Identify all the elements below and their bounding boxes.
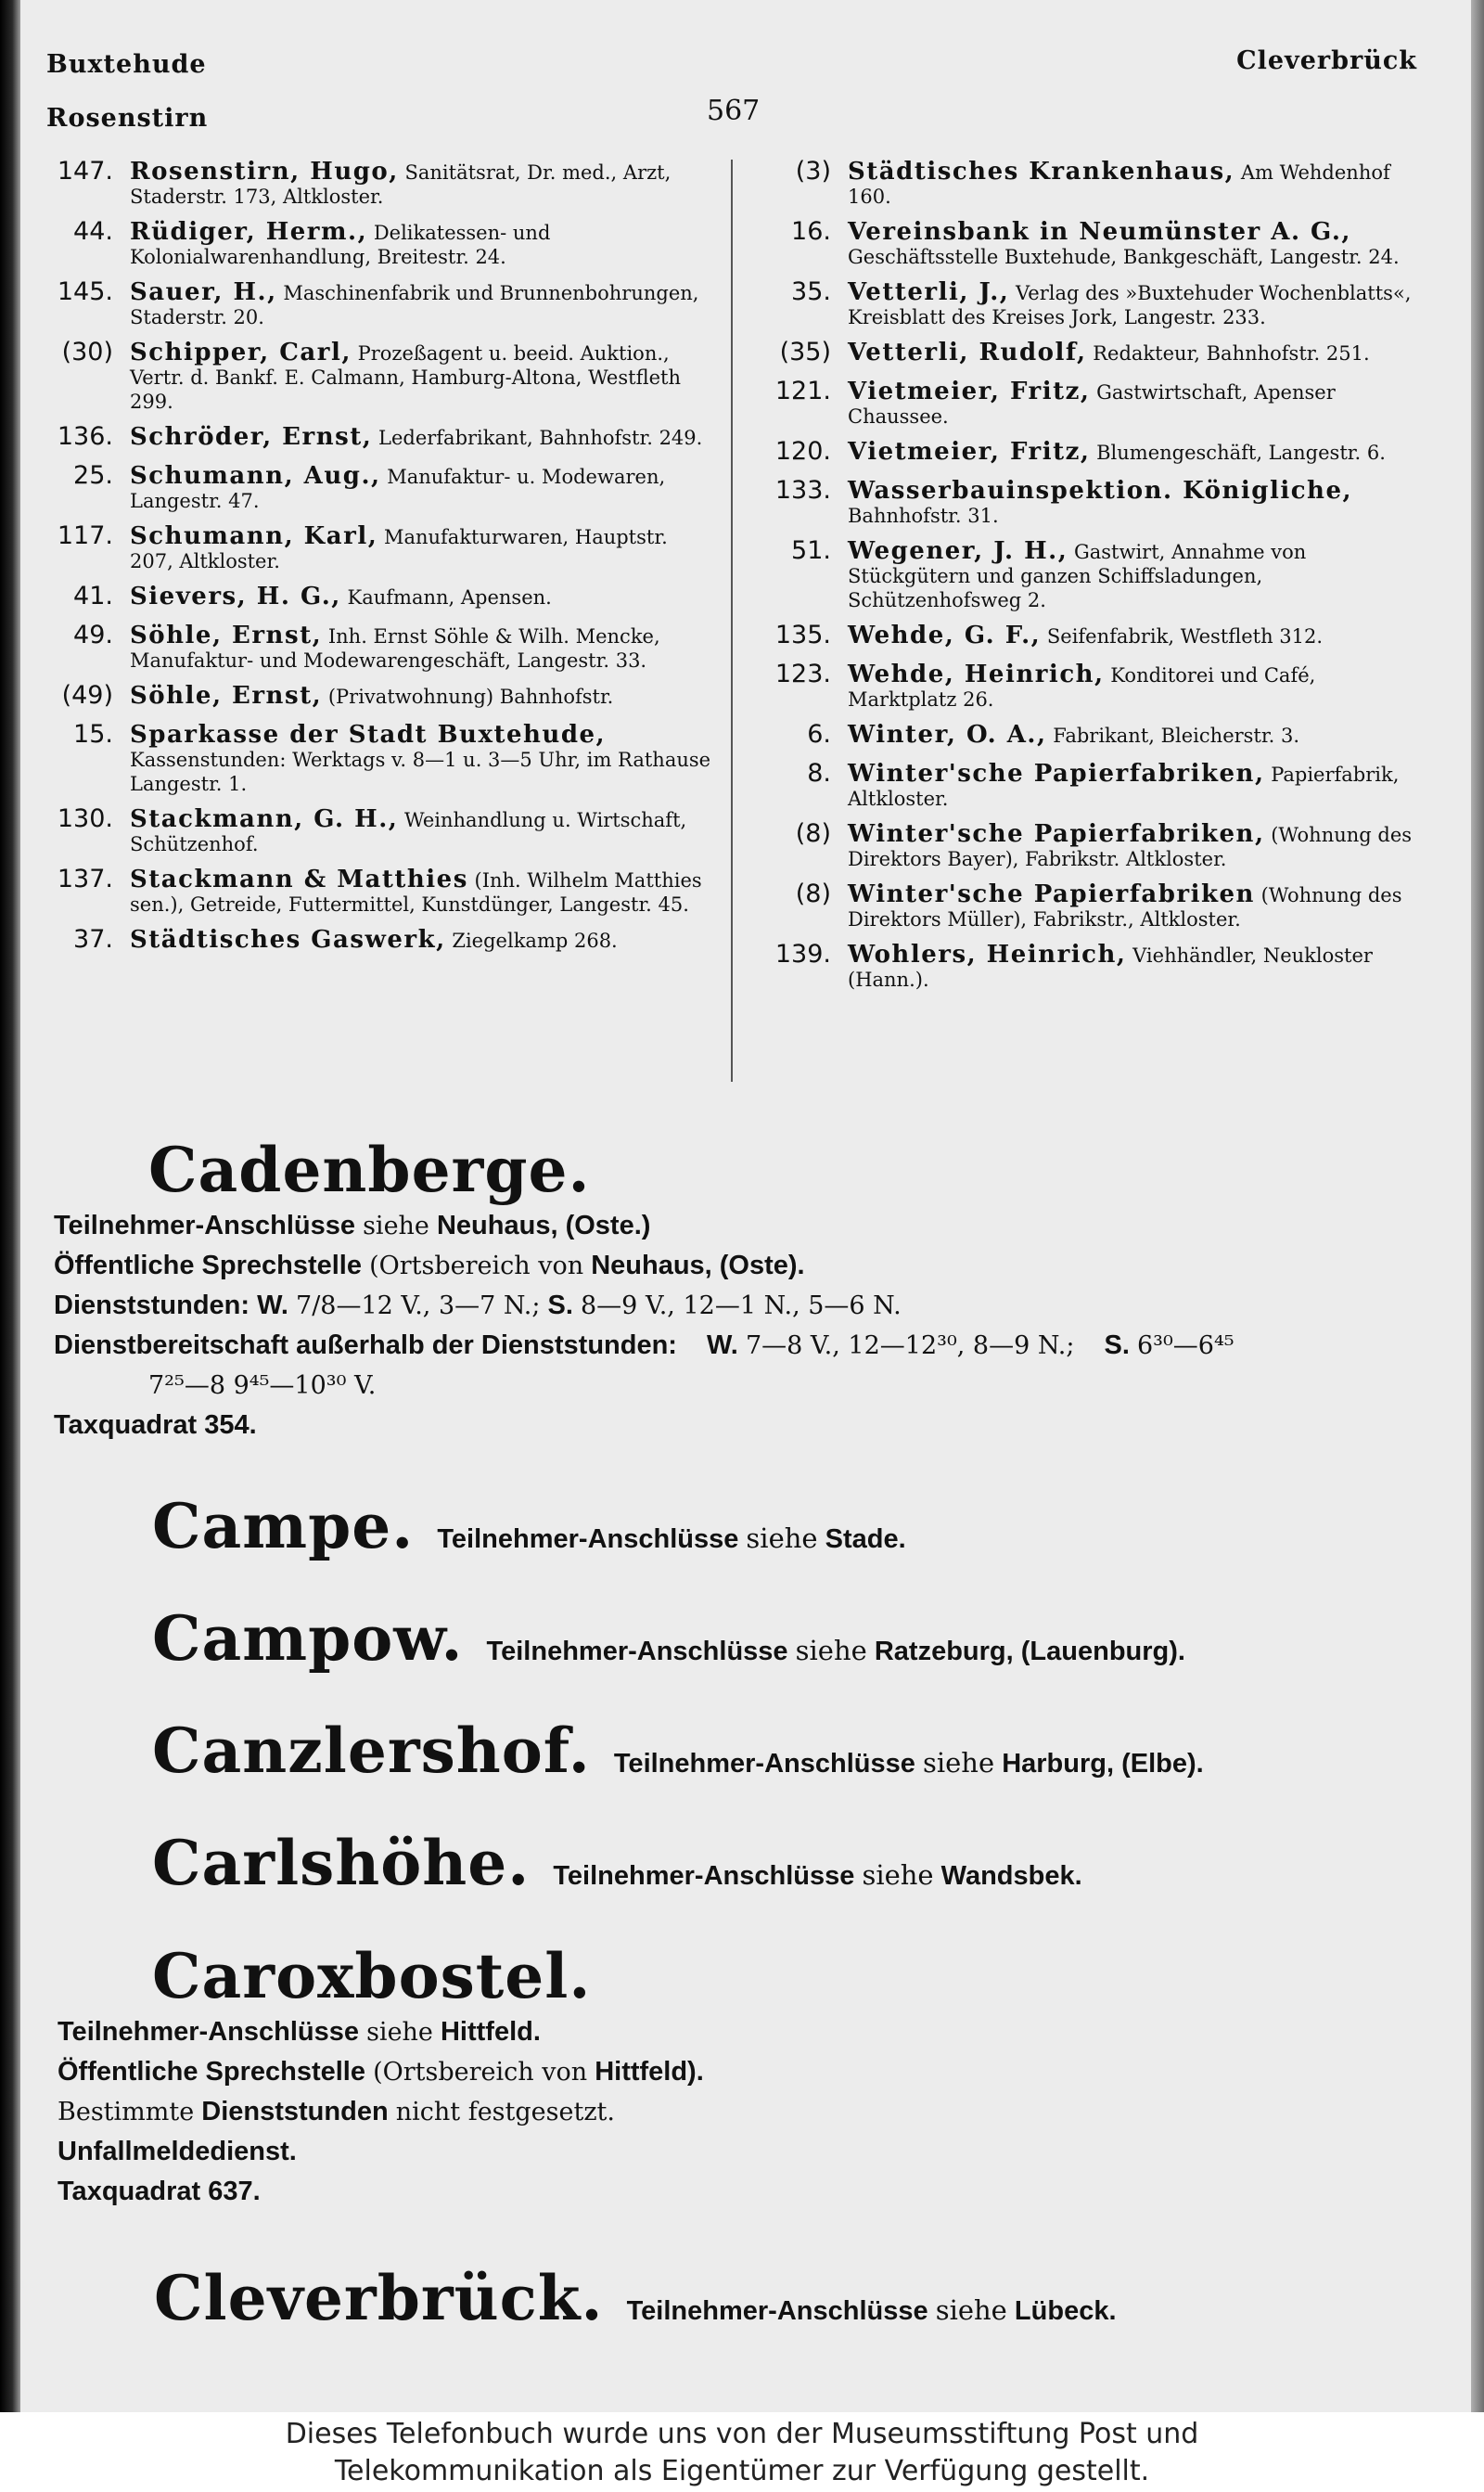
entry-text — [848, 475, 1423, 528]
text: W. — [257, 1291, 288, 1320]
entry-detail: Lederfabrikant, Bahnhofstr. 249. — [378, 427, 703, 449]
left-column — [48, 156, 716, 963]
entry-number: 44. — [73, 217, 113, 246]
entry-detail: Manufakturwaren, Hauptstr. 207, Altkloster. — [130, 526, 668, 572]
entry-detail: Ziegelkamp 268. — [452, 930, 618, 952]
directory-entry — [766, 376, 1423, 429]
entry-number: (8) — [795, 819, 831, 848]
text: Teilnehmer-Anschlüsse — [58, 2017, 360, 2047]
directory-entry — [48, 719, 716, 796]
entry-text — [130, 620, 716, 673]
entry-detail: Blumengeschäft, Langestr. 6. — [1096, 442, 1386, 464]
entry-name: Wehde, Heinrich, — [848, 661, 1105, 688]
entry-name: Wegener, J. H., — [848, 537, 1068, 565]
text: nicht festgesetzt. — [395, 2098, 615, 2126]
text: Neuhaus, (Oste). — [591, 1251, 805, 1280]
entry-name: Städtisches Gaswerk, — [130, 926, 446, 954]
entry-name: Winter'sche Papierfabriken — [848, 880, 1255, 908]
footer-line-1: Dieses Telefonbuch wurde uns von der Museumsstiftung Post und — [285, 2418, 1199, 2450]
section-title: Caroxbostel. — [152, 1940, 592, 2012]
text: Harburg, (Elbe). — [1002, 1749, 1204, 1779]
directory-entry — [48, 864, 716, 917]
cadenberge-line-2 — [54, 1246, 1484, 1286]
text: 8—9 V., 12—1 N., 5—6 N. — [581, 1291, 902, 1320]
entry-number: 117. — [57, 521, 113, 550]
provenance-footer — [0, 2412, 1484, 2492]
section-campow — [0, 1602, 1484, 1675]
entry-detail: Redakteur, Bahnhofstr. 251. — [1093, 342, 1370, 365]
entry-text — [130, 156, 716, 209]
entry-detail: Kassenstunden: Werktags v. 8—1 u. 3—5 Uhr, im Rathause Langestr. 1. — [130, 749, 711, 795]
entry-detail: Weinhandlung u. Wirtschaft, Schützenhof. — [130, 809, 687, 855]
text: Teilnehmer-Anschlüsse — [54, 1211, 356, 1240]
text: (Ortsbereich von — [373, 2058, 588, 2087]
directory-entry — [48, 581, 716, 612]
entry-detail: Viehhändler, Neukloster (Hann.). — [848, 944, 1373, 991]
directory-entry — [48, 276, 716, 329]
entry-detail: Papierfabrik, Altkloster. — [848, 764, 1400, 810]
entry-number: (30) — [61, 338, 113, 366]
section-title: Canzlershof. — [152, 1715, 591, 1787]
caroxbostel-line-3 — [58, 2092, 1484, 2132]
entry-detail: Seifenfabrik, Westfleth 312. — [1046, 625, 1324, 648]
entry-text — [130, 216, 716, 269]
entry-number: 135. — [774, 621, 831, 649]
entry-name: Sievers, H. G., — [130, 583, 341, 610]
entry-number: (35) — [779, 338, 831, 366]
directory-entry — [48, 803, 716, 856]
directory-entry — [48, 924, 716, 956]
footer-line-2: Telekommunikation als Eigentümer zur Verfügung gestellt. — [334, 2455, 1150, 2487]
text: Teilnehmer-Anschlüsse — [613, 1749, 915, 1779]
text: 7—8 V., 12—12³⁰, 8—9 N.; — [745, 1331, 1075, 1360]
directory-entry — [48, 216, 716, 269]
entry-name: Schumann, Aug., — [130, 462, 381, 490]
text: S. — [1104, 1330, 1130, 1360]
directory-entry — [766, 719, 1423, 751]
entry-text — [848, 436, 1423, 465]
header-right-top: Cleverbrück — [1236, 46, 1417, 75]
text: Dienstbereitschaft außerhalb der Dienststunden: — [54, 1330, 677, 1360]
entry-name: Städtisches Krankenhaus, — [848, 158, 1235, 186]
entry-name: Vetterli, J., — [848, 278, 1010, 306]
entry-number: 120. — [774, 437, 831, 466]
entry-number: 16. — [791, 217, 831, 246]
entry-detail: (Inh. Wilhelm Matthies sen.), Getreide, Futtermittel, Kunstdünger, Langestr. 45. — [130, 869, 702, 916]
entry-number: 137. — [57, 865, 113, 893]
text: Öffentliche Sprechstelle — [54, 1251, 362, 1280]
text: siehe — [363, 1212, 429, 1240]
text: Teilnehmer-Anschlüsse — [553, 1861, 855, 1891]
directory-entry — [48, 156, 716, 209]
entry-name: Söhle, Ernst, — [130, 622, 323, 649]
text: (Ortsbereich von — [369, 1252, 584, 1280]
text: siehe — [795, 1635, 867, 1666]
directory-entry — [766, 276, 1423, 329]
entry-text — [130, 924, 716, 953]
entry-detail: Am Wehdenhof 160. — [848, 161, 1390, 208]
entry-detail: Prozeßagent u. beeid. Auktion., Vertr. d. Bankf. E. Calmann, Hamburg-Altona, Westfleth 299. — [130, 342, 681, 413]
entry-text — [130, 803, 716, 856]
directory-entry — [766, 475, 1423, 528]
text: siehe — [922, 1747, 995, 1779]
text: Ratzeburg, (Lauenburg). — [874, 1637, 1185, 1666]
entry-number: 136. — [57, 422, 113, 451]
entry-name: Rüdiger, Herm., — [130, 218, 368, 246]
directory-entry — [766, 156, 1423, 209]
entry-number: 8. — [807, 759, 831, 788]
directory-entry — [766, 758, 1423, 811]
entry-number: 123. — [774, 660, 831, 688]
entry-text — [848, 535, 1423, 612]
section-carlshoehe — [0, 1827, 1484, 1899]
text: Wandsbek. — [940, 1861, 1082, 1891]
entry-name: Schipper, Carl, — [130, 339, 352, 366]
entry-text — [130, 460, 716, 513]
directory-entry — [766, 939, 1423, 992]
directory-entry — [48, 680, 716, 712]
entry-name: Stackmann & Matthies — [130, 866, 468, 893]
entry-name: Vetterli, Rudolf, — [848, 339, 1087, 366]
text: Neuhaus, (Oste.) — [436, 1211, 651, 1240]
entry-text — [848, 276, 1423, 329]
entry-number: 25. — [73, 461, 113, 490]
text: Lübeck. — [1014, 2296, 1117, 2326]
entry-text — [848, 337, 1423, 366]
directory-entry — [766, 659, 1423, 712]
header-left-bottom: Rosenstirn — [46, 104, 209, 133]
directory-entry — [766, 337, 1423, 368]
entry-detail: (Wohnung des Direktors Müller), Fabrikstr., Altkloster. — [848, 884, 1402, 931]
entry-text — [130, 421, 716, 450]
entry-detail: Kaufmann, Apensen. — [347, 586, 552, 609]
entry-text — [848, 818, 1423, 871]
entry-number: 41. — [73, 582, 113, 610]
entry-number: 51. — [791, 536, 831, 565]
entry-name: Stackmann, G. H., — [130, 805, 399, 833]
entry-text — [848, 719, 1423, 748]
entry-text — [130, 276, 716, 329]
entry-detail: Gastwirt, Annahme von Stückgütern und ganzen Schiffsladungen, Schützenhofsweg 2. — [848, 541, 1307, 611]
entry-name: Wehde, G. F., — [848, 622, 1042, 649]
directory-entry — [766, 216, 1423, 269]
entry-name: Vietmeier, Fritz, — [848, 378, 1091, 405]
entry-name: Winter, O. A., — [848, 721, 1047, 749]
directory-entry — [766, 436, 1423, 468]
text: 7/8—12 V., 3—7 N.; — [296, 1291, 541, 1320]
caroxbostel-line-1 — [58, 2012, 1484, 2052]
directory-entry — [766, 818, 1423, 871]
entry-name: Sauer, H., — [130, 278, 277, 306]
entry-detail: Verlag des »Buxtehuder Wochenblatts«, Kreisblatt des Kreises Jork, Langestr. 233. — [848, 282, 1412, 328]
section-cleverbrueck — [0, 2262, 1484, 2334]
entry-number: (49) — [61, 681, 113, 710]
entry-number: 37. — [73, 925, 113, 954]
entry-name: Wohlers, Heinrich, — [848, 941, 1127, 969]
text: siehe — [366, 2018, 433, 2047]
directory-entry — [48, 460, 716, 513]
entry-text — [848, 156, 1423, 209]
entry-number: 6. — [807, 720, 831, 749]
text: Bestimmte — [58, 2098, 195, 2126]
entry-number: 145. — [57, 277, 113, 306]
text: Stade. — [825, 1524, 906, 1554]
page-number: 567 — [707, 95, 761, 127]
section-campe — [0, 1490, 1484, 1562]
directory-entry — [48, 421, 716, 453]
text: Hittfeld. — [440, 2017, 541, 2047]
text: Dienststunden — [201, 2097, 389, 2126]
entry-name: Sparkasse der Stadt Buxtehude, — [130, 721, 607, 749]
entry-detail: Geschäftsstelle Buxtehude, Bankgeschäft, Langestr. 24. — [848, 246, 1400, 268]
cadenberge-line-4 — [54, 1326, 1484, 1366]
entry-name: Schröder, Ernst, — [130, 423, 373, 451]
directory-entry — [48, 520, 716, 573]
section-title: Cleverbrück. — [154, 2262, 604, 2334]
entry-text — [848, 216, 1423, 269]
reference-text — [614, 1747, 1204, 1779]
text: 7²⁵—8 9⁴⁵—10³⁰ V. — [148, 1371, 377, 1400]
entry-detail: Konditorei und Café, Marktplatz 26. — [848, 664, 1316, 711]
entry-name: Vietmeier, Fritz, — [848, 438, 1091, 466]
text: Hittfeld). — [595, 2057, 704, 2087]
entry-detail: (Wohnung des Direktors Bayer), Fabrikstr. Altkloster. — [848, 824, 1413, 870]
entry-number: 121. — [774, 377, 831, 405]
section-caroxbostel — [0, 1940, 1484, 2212]
entry-name: Vereinsbank in Neumünster A. G., — [848, 218, 1351, 246]
reference-text — [487, 1635, 1185, 1667]
entry-number: 133. — [774, 476, 831, 505]
entry-number: 139. — [774, 940, 831, 969]
text: Teilnehmer-Anschlüsse — [626, 2296, 928, 2326]
entry-number: (8) — [795, 880, 831, 908]
section-title: Cadenberge. — [148, 1134, 591, 1206]
entry-name: Wasserbauinspektion. Königliche, — [848, 477, 1353, 505]
cadenberge-line-6: Taxquadrat 354. — [54, 1410, 257, 1440]
entry-number: (3) — [795, 157, 831, 186]
directory-entry — [766, 879, 1423, 931]
section-title: Carlshöhe. — [152, 1827, 531, 1899]
section-title: Campe. — [152, 1490, 415, 1562]
entry-detail: Maschinenfabrik und Brunnenbohrungen, Staderstr. 20. — [130, 282, 699, 328]
section-canzlershof — [0, 1715, 1484, 1787]
entry-detail: Gastwirtschaft, Apenser Chaussee. — [848, 381, 1336, 428]
entry-detail: Delikatessen- und Kolonialwarenhandlung, Breitestr. 24. — [130, 222, 551, 268]
entry-text — [848, 879, 1423, 931]
text: siehe — [862, 1859, 934, 1891]
entry-text — [848, 376, 1423, 429]
entry-text — [130, 719, 716, 796]
entry-text — [130, 337, 716, 414]
text: Teilnehmer-Anschlüsse — [486, 1637, 788, 1666]
caroxbostel-line-5: Taxquadrat 637. — [58, 2177, 261, 2206]
cadenberge-line-5 — [54, 1366, 1484, 1406]
text: siehe — [935, 2294, 1007, 2326]
entry-number: 15. — [73, 720, 113, 749]
reference-text — [627, 2294, 1117, 2327]
text: Dienststunden: — [54, 1291, 250, 1320]
column-divider — [731, 160, 733, 1082]
entry-number: 49. — [73, 621, 113, 649]
entry-name: Söhle, Ernst, — [130, 682, 323, 710]
text: S. — [547, 1291, 573, 1320]
entry-text — [130, 581, 716, 610]
directory-entry — [48, 337, 716, 414]
caroxbostel-line-4: Unfallmeldedienst. — [58, 2137, 297, 2166]
entry-text — [848, 939, 1423, 992]
directory-entry — [766, 620, 1423, 651]
entry-text — [130, 864, 716, 917]
right-column — [766, 156, 1423, 999]
caroxbostel-line-2 — [58, 2052, 1484, 2092]
reference-text — [553, 1859, 1081, 1892]
section-title: Campow. — [152, 1602, 464, 1675]
entry-name: Rosenstirn, Hugo, — [130, 158, 399, 186]
entry-detail: (Privatwohnung) Bahnhofstr. — [327, 686, 614, 708]
cadenberge-line-3 — [54, 1286, 1484, 1326]
entry-number: 35. — [791, 277, 831, 306]
text: W. — [707, 1330, 738, 1360]
entry-detail: Bahnhofstr. 31. — [848, 505, 999, 527]
directory-entry — [48, 620, 716, 673]
entry-number: 147. — [57, 157, 113, 186]
entry-number: 130. — [57, 804, 113, 833]
entry-name: Winter'sche Papierfabriken, — [848, 760, 1265, 788]
text: 6³⁰—6⁴⁵ — [1136, 1331, 1235, 1360]
entry-text — [848, 659, 1423, 712]
text: siehe — [746, 1522, 818, 1554]
section-cadenberge — [0, 1134, 1484, 1445]
cadenberge-line-1 — [54, 1206, 1484, 1246]
header-left-top: Buxtehude — [46, 50, 207, 79]
text: Öffentliche Sprechstelle — [58, 2057, 365, 2087]
entry-name: Schumann, Karl, — [130, 522, 378, 550]
reference-text — [437, 1522, 905, 1555]
entry-text — [130, 520, 716, 573]
text: Teilnehmer-Anschlüsse — [437, 1524, 739, 1554]
entry-detail: Fabrikant, Bleicherstr. 3. — [1053, 725, 1299, 747]
entry-text — [130, 680, 716, 709]
entry-text — [848, 620, 1423, 649]
entry-text — [848, 758, 1423, 811]
entry-detail: Inh. Ernst Söhle & Wilh. Mencke, Manufaktur- und Modewarengeschäft, Langestr. 33. — [130, 625, 660, 672]
directory-entry — [766, 535, 1423, 612]
entry-detail: Manufaktur- u. Modewaren, Langestr. 47. — [130, 466, 666, 512]
entry-name: Winter'sche Papierfabriken, — [848, 820, 1265, 848]
entry-detail: Sanitätsrat, Dr. med., Arzt, Staderstr. 173, Altkloster. — [130, 161, 672, 208]
